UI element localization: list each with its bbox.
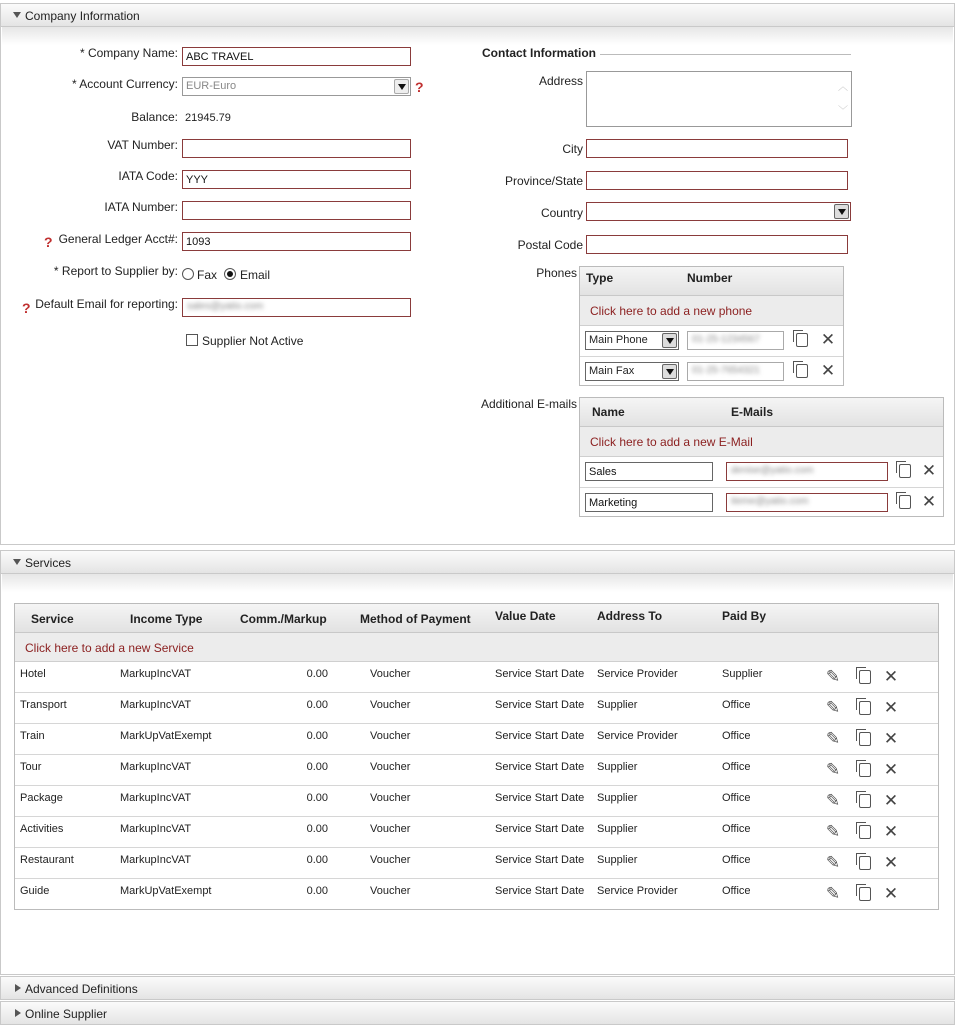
services-header-income-type: Income Type [130, 612, 203, 626]
comm-markup-cell: 0.00 [306, 699, 328, 711]
delete-icon[interactable]: ✕ [883, 791, 899, 810]
phone-row [580, 357, 843, 387]
city-input[interactable] [586, 139, 848, 158]
edit-icon[interactable]: ✎ [825, 884, 841, 903]
method-of-payment-cell: Voucher [370, 792, 411, 804]
email-address-input[interactable] [726, 493, 888, 512]
heading-divider [600, 54, 851, 55]
email-address-input[interactable] [726, 462, 888, 481]
province-input[interactable] [586, 171, 848, 190]
city-label: City [562, 142, 583, 156]
delete-icon[interactable]: ✕ [883, 853, 899, 872]
general-ledger-input[interactable] [182, 232, 411, 251]
paid-by-cell: Office [722, 730, 751, 742]
emails-table-header [580, 398, 943, 427]
income-type-cell: MarkUpVatExempt [120, 730, 212, 742]
collapse-arrow-icon [13, 12, 21, 18]
phones-table [579, 266, 844, 386]
default-email-label: Default Email for reporting: [35, 297, 178, 311]
add-phone-link[interactable] [580, 296, 843, 326]
email-name-input[interactable] [585, 462, 713, 481]
section-title: Online Supplier [25, 1007, 108, 1021]
address-to-cell: Supplier [597, 699, 638, 711]
method-of-payment-cell: Voucher [370, 761, 411, 773]
copy-icon[interactable] [897, 493, 913, 511]
add-email-link[interactable] [580, 427, 943, 457]
method-of-payment-cell: Voucher [370, 854, 411, 866]
section-header-services[interactable] [0, 550, 955, 574]
edit-icon[interactable]: ✎ [825, 791, 841, 810]
phone-number-value: 01-25-1234567 [692, 334, 760, 345]
service-name-cell: Transport [20, 699, 67, 711]
address-to-cell: Service Provider [597, 885, 678, 897]
address-to-cell: Supplier [597, 823, 638, 835]
service-name-cell: Guide [20, 885, 50, 897]
email-row [580, 457, 943, 488]
collapse-arrow-icon [13, 559, 21, 565]
phone-type-select[interactable] [585, 362, 679, 381]
method-of-payment-cell: Voucher [370, 885, 411, 897]
services-header-value-date: Value Date [495, 609, 556, 623]
value-date-cell: Service Start Date [495, 668, 585, 680]
paid-by-cell: Office [722, 885, 751, 897]
email-address-value: denise@yatio.com [731, 465, 814, 476]
phone-row [580, 326, 843, 357]
email-name-input[interactable] [585, 493, 713, 512]
help-icon[interactable]: ? [415, 79, 424, 95]
services-header-service: Service [31, 612, 74, 626]
edit-icon[interactable]: ✎ [825, 729, 841, 748]
help-icon[interactable]: ? [22, 300, 31, 316]
edit-icon[interactable]: ✎ [825, 822, 841, 841]
general-ledger-label: General Ledger Acct#: [58, 232, 178, 246]
service-row [15, 724, 938, 755]
phones-table-header [580, 267, 843, 296]
report-fax-radio[interactable] [182, 268, 194, 280]
service-name-cell: Package [20, 792, 63, 804]
service-name-cell: Hotel [20, 668, 46, 680]
default-email-input[interactable] [182, 298, 411, 317]
section-header-online-supplier[interactable] [0, 1001, 955, 1025]
dropdown-arrow-icon [662, 333, 677, 348]
service-row [15, 662, 938, 693]
income-type-cell: MarkupIncVAT [120, 668, 192, 680]
value-date-cell: Service Start Date [495, 854, 585, 866]
service-name-cell: Train [20, 730, 45, 742]
supplier-not-active-checkbox[interactable] [186, 334, 198, 346]
income-type-cell: MarkupIncVAT [120, 854, 192, 866]
postal-code-label: Postal Code [517, 238, 583, 252]
iata-code-label: IATA Code: [118, 169, 178, 183]
comm-markup-cell: 0.00 [306, 792, 328, 804]
vat-number-input[interactable] [182, 139, 411, 158]
edit-icon[interactable]: ✎ [825, 667, 841, 686]
delete-icon[interactable]: ✕ [883, 884, 899, 903]
delete-icon[interactable]: ✕ [921, 492, 937, 511]
delete-icon[interactable]: ✕ [883, 822, 899, 841]
add-email-text: Click here to add a new E-Mail [590, 435, 753, 449]
expand-arrow-icon [15, 1009, 21, 1017]
postal-code-input[interactable] [586, 235, 848, 254]
expand-arrow-icon [15, 984, 21, 992]
delete-icon[interactable]: ✕ [883, 729, 899, 748]
service-row [15, 755, 938, 786]
comm-markup-cell: 0.00 [306, 885, 328, 897]
company-name-input[interactable] [182, 47, 411, 66]
copy-icon[interactable] [794, 331, 810, 349]
comm-markup-cell: 0.00 [306, 761, 328, 773]
copy-icon[interactable] [857, 730, 873, 748]
company-name-label: * Company Name: [79, 46, 178, 60]
supplier-not-active-label: Supplier Not Active [202, 334, 304, 348]
method-of-payment-cell: Voucher [370, 730, 411, 742]
copy-icon[interactable] [857, 854, 873, 872]
method-of-payment-cell: Voucher [370, 668, 411, 680]
service-row [15, 817, 938, 848]
service-row [15, 879, 938, 910]
delete-icon[interactable]: ✕ [883, 667, 899, 686]
delete-icon[interactable]: ✕ [820, 361, 836, 380]
service-row [15, 693, 938, 724]
account-currency-label: * Account Currency: [71, 77, 178, 91]
comm-markup-cell: 0.00 [306, 730, 328, 742]
value-date-cell: Service Start Date [495, 730, 585, 742]
value-date-cell: Service Start Date [495, 885, 585, 897]
phones-number-header: Number [687, 271, 733, 285]
edit-icon[interactable]: ✎ [825, 698, 841, 717]
address-to-cell: Supplier [597, 854, 638, 866]
phone-number-value: 01-25-7654321 [692, 365, 760, 376]
report-email-label: Email [240, 268, 271, 282]
copy-icon[interactable] [897, 462, 913, 480]
section-title: Advanced Definitions [25, 982, 138, 996]
emails-name-header: Name [592, 405, 625, 419]
services-header-comm-markup: Comm./Markup [240, 612, 327, 626]
emails-table [579, 397, 944, 517]
dropdown-arrow-icon [834, 204, 849, 219]
scroll-up-icon[interactable]: ︿ [838, 82, 848, 93]
vat-number-label: VAT Number: [107, 138, 178, 152]
iata-number-label: IATA Number: [104, 200, 178, 214]
edit-icon[interactable]: ✎ [825, 760, 841, 779]
service-name-cell: Tour [20, 761, 42, 773]
address-to-cell: Supplier [597, 792, 638, 804]
default-email-value: sales@yatio.com [187, 301, 264, 312]
balance-value: 21945.79 [185, 112, 231, 124]
value-date-cell: Service Start Date [495, 699, 585, 711]
method-of-payment-cell: Voucher [370, 823, 411, 835]
copy-icon[interactable] [857, 885, 873, 903]
delete-icon[interactable]: ✕ [883, 760, 899, 779]
address-to-cell: Supplier [597, 761, 638, 773]
dropdown-arrow-icon [662, 364, 677, 379]
address-to-cell: Service Provider [597, 668, 678, 680]
services-table-header [15, 604, 938, 633]
emails-emails-header: E-Mails [731, 405, 774, 419]
delete-icon[interactable]: ✕ [883, 698, 899, 717]
address-to-cell: Service Provider [597, 730, 678, 742]
copy-icon[interactable] [857, 823, 873, 841]
scroll-down-icon[interactable]: ﹀ [838, 106, 848, 117]
add-phone-text: Click here to add a new phone [590, 304, 753, 318]
iata-code-input[interactable] [182, 170, 411, 189]
delete-icon[interactable]: ✕ [921, 461, 937, 480]
paid-by-cell: Supplier [722, 668, 763, 680]
email-address-value: iteme@yatio.com [731, 496, 809, 507]
account-currency-select[interactable] [182, 77, 411, 96]
copy-icon[interactable] [857, 668, 873, 686]
paid-by-cell: Office [722, 699, 751, 711]
income-type-cell: MarkUpVatExempt [120, 885, 212, 897]
email-row [580, 488, 943, 518]
paid-by-cell: Office [722, 854, 751, 866]
phone-number-input[interactable] [687, 331, 784, 350]
copy-icon[interactable] [857, 699, 873, 717]
income-type-cell: MarkupIncVAT [120, 823, 192, 835]
copy-icon[interactable] [857, 761, 873, 779]
phone-type-value: Main Fax [589, 365, 635, 377]
delete-icon[interactable]: ✕ [820, 330, 836, 349]
service-row [15, 848, 938, 879]
copy-icon[interactable] [794, 362, 810, 380]
section-header-advanced-definitions[interactable] [0, 976, 955, 1000]
paid-by-cell: Office [722, 761, 751, 773]
dropdown-arrow-icon [394, 79, 409, 94]
report-email-radio[interactable] [224, 268, 236, 280]
phone-type-select[interactable] [585, 331, 679, 350]
value-date-cell: Service Start Date [495, 792, 585, 804]
report-to-supplier-label: * Report to Supplier by: [53, 264, 178, 278]
country-label: Country [540, 206, 583, 220]
edit-icon[interactable]: ✎ [825, 853, 841, 872]
income-type-cell: MarkupIncVAT [120, 792, 192, 804]
account-currency-value: EUR-Euro [186, 80, 237, 92]
address-textarea[interactable] [586, 71, 852, 127]
section-title: Company Information [25, 9, 140, 23]
comm-markup-cell: 0.00 [306, 854, 328, 866]
province-label: Province/State [504, 174, 583, 188]
section-header-company-information[interactable] [0, 3, 955, 27]
services-header-method-of-payment: Method of Payment [360, 612, 471, 626]
service-name-cell: Restaurant [20, 854, 74, 866]
phones-type-header: Type [586, 271, 614, 285]
paid-by-cell: Office [722, 823, 751, 835]
service-name-cell: Activities [20, 823, 64, 835]
paid-by-cell: Office [722, 792, 751, 804]
services-header-address-to: Address To [597, 609, 663, 623]
comm-markup-cell: 0.00 [306, 823, 328, 835]
value-date-cell: Service Start Date [495, 761, 585, 773]
add-service-text: Click here to add a new Service [25, 641, 194, 655]
phones-label: Phones [536, 266, 577, 280]
report-fax-label: Fax [197, 268, 218, 282]
phone-type-value: Main Phone [589, 334, 648, 346]
services-table [14, 603, 939, 910]
help-icon[interactable]: ? [44, 234, 53, 250]
balance-label: Balance: [131, 110, 178, 124]
address-label: Address [538, 74, 583, 88]
contact-information-heading: Contact Information [482, 46, 596, 60]
copy-icon[interactable] [857, 792, 873, 810]
additional-emails-label: Additional E-mails [480, 397, 577, 411]
iata-number-input[interactable] [182, 201, 411, 220]
phone-number-input[interactable] [687, 362, 784, 381]
services-header-paid-by: Paid By [722, 609, 767, 623]
method-of-payment-cell: Voucher [370, 699, 411, 711]
comm-markup-cell: 0.00 [306, 668, 328, 680]
country-select[interactable] [586, 202, 851, 221]
income-type-cell: MarkupIncVAT [120, 699, 192, 711]
value-date-cell: Service Start Date [495, 823, 585, 835]
add-service-link[interactable] [15, 633, 938, 662]
section-title: Services [25, 556, 72, 570]
income-type-cell: MarkupIncVAT [120, 761, 192, 773]
service-row [15, 786, 938, 817]
